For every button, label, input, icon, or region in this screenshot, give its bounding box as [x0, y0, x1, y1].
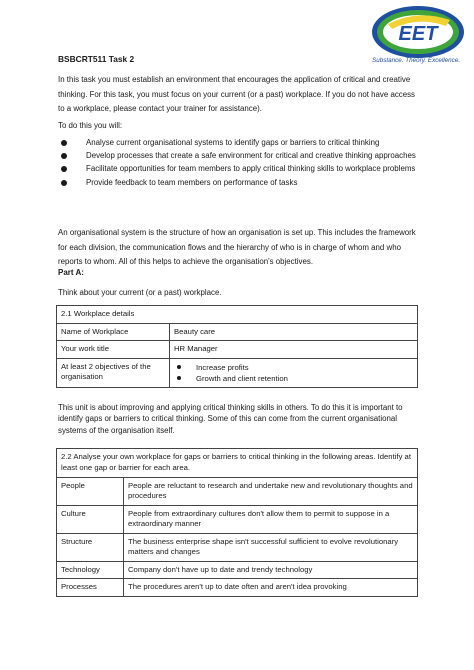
table-row	[57, 505, 418, 533]
row-label: Processes	[57, 579, 124, 597]
bullet-icon	[61, 180, 67, 186]
row-label: Structure	[57, 533, 124, 561]
bullet-icon	[177, 365, 181, 369]
row-value: People from extraordinary cultures don't allow them to permit to suppose in a extraordinary manner	[124, 505, 418, 533]
row-label: At least 2 objectives of the organisation	[57, 358, 170, 387]
row-value: The procedures aren't up to date often and aren't idea provoking	[124, 579, 418, 597]
think-paragraph: Think about your current (or a past) workplace.	[58, 288, 222, 297]
bullet-icon	[61, 140, 67, 146]
barriers-analysis-table	[56, 448, 418, 597]
row-value: HR Manager	[170, 341, 418, 359]
list-item: Analyse current organisational systems to identify gaps or barriers to critical thinking	[58, 138, 428, 148]
page-title: BSBCRT511 Task 2	[58, 54, 135, 64]
row-label: Culture	[57, 505, 124, 533]
table-row	[57, 323, 418, 341]
objectives-list	[174, 362, 413, 384]
table-row	[57, 358, 418, 387]
logo-letters: EET	[398, 23, 438, 45]
todo-intro: To do this you will:	[58, 121, 123, 130]
list-item: Develop processes that create a safe environment for critical and creative thinking approaches	[58, 151, 428, 161]
intro-paragraph: In this task you must establish an environment that encourages the application of critical and creative thinking. For this task, you must focus on your current (or a past) workplace. If you do not have access to a workplace, please contact your trainer for assistance).	[58, 75, 415, 114]
row-label: People	[57, 477, 124, 505]
row-label: Your work title	[57, 341, 170, 359]
row-value: The business enterprise shape isn't successful sufficient to evolve revolutionary matters and changes	[124, 533, 418, 561]
table-row	[57, 341, 418, 359]
logo-tagline: Substance. Theory. Excellence.	[372, 57, 461, 64]
row-value: Company don't have up to date and trendy technology	[124, 561, 418, 579]
list-item: Provide feedback to team members on performance of tasks	[58, 178, 428, 188]
list-item: Increase profits	[174, 362, 413, 373]
part-a-heading: Part A:	[58, 268, 84, 277]
unit-paragraph: This unit is about improving and applying critical thinking skills in others. To do this it is important to identify gaps or barriers to critical thinking. Some of this can come from the current organisational systems of the organisation itself.	[58, 403, 403, 435]
bullet-icon	[177, 376, 181, 380]
table-row	[57, 579, 418, 597]
organisational-system-paragraph: An organisational system is the structure of how an organisation is set up. This includes the framework for each division, the communication flows and the hierarchy of who is in charge of whom and who reports to whom. All of this helps to achieve the organisation's objectives.	[58, 228, 416, 267]
table-row	[57, 449, 418, 478]
table-heading: 2.1 Workplace details	[57, 306, 418, 324]
row-label: Name of Workplace	[57, 323, 170, 341]
row-value: Beauty care	[170, 323, 418, 341]
table-row	[57, 561, 418, 579]
list-item: Facilitate opportunities for team members to apply critical thinking skills to workplace problems	[58, 164, 428, 174]
task-bullet-list	[58, 138, 428, 191]
table-row	[57, 477, 418, 505]
table-row	[57, 306, 418, 324]
list-item: Growth and client retention	[174, 373, 413, 384]
bullet-icon	[61, 166, 67, 172]
table-row	[57, 533, 418, 561]
workplace-details-table	[56, 305, 418, 388]
table-heading: 2.2 Analyse your own workplace for gaps or barriers to critical thinking in the following areas. Identify at least one gap or barrier for each area.	[57, 449, 418, 478]
row-label: Technology	[57, 561, 124, 579]
row-value: People are reluctant to research and undertake new and revolutionary thoughts and procedures	[124, 477, 418, 505]
bullet-icon	[61, 153, 67, 159]
objectives-cell	[170, 358, 418, 387]
